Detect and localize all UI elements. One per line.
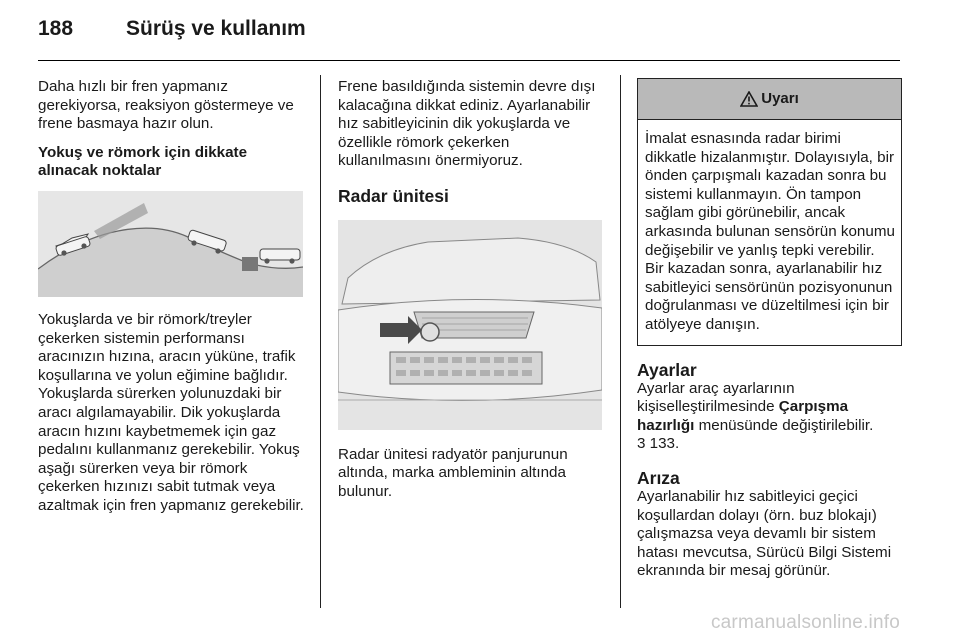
warning-body: İmalat esnasında radar birimi dikkatle hizalanmıştır. Dolayısıyla, bir önden çarpışmalı kazadan sonra bu sistemi kullanmayın. Ön tampon sağlam gibi görünebilir, ancak arkasında bulunan sensörün konumu değişebilir ve yanlış tepki verebilir. Bir kazadan sonra, ayarlanabilir hız sabitleyici sensörünün pozisyonunun doğrulanması ve düzeltilmesi için bir atölyeye danışın. [645, 130, 895, 333]
page-reference: 3 133. [637, 435, 680, 453]
column-left [38, 78, 306, 516]
column-divider-2 [620, 75, 621, 608]
fault-heading: Arıza [637, 467, 680, 488]
collision-prep-menu-label: Çarpışma hazırlığı [637, 398, 849, 434]
section-title: Sürüş ve kullanım [126, 17, 306, 40]
slopes-body-paragraph: Yokuşlarda ve bir römork/treyler çekerken sistemin performansı aracınızın hızına, aracın yüküne, trafik koşullarına ve yolun eğimine bağlıdır. Yokuşlarda sürerken yolunuzdaki bir aracı algılamayabilir. Dik yokuşlarda aracın hızını kaybetmemek için gaz pedalını kullanmanız gerekebilir. Yokuş aşağı sürerken veya bir römork çekerken hızınızı sabit tutmak veya azaltmak için fren yapmanız gerekebilir. [38, 310, 304, 514]
brake-paragraph: Frene basıldığında sistemin devre dışı kalacağına dikkat ediniz. Ayarlanabilir hız sabitleyicinin dik yokuşlarda ve özellikle römork çekerken kullanılmasını önermiyoruz. [338, 78, 596, 170]
radar-unit-heading: Radar ünitesi [338, 185, 449, 206]
watermark: carmanualsonline.info [710, 612, 900, 633]
header-rule [38, 60, 900, 61]
radar-unit-illustration [338, 220, 602, 430]
settings-paragraph [637, 380, 902, 454]
warning-title: Uyarı [761, 89, 799, 107]
warning-header [638, 79, 901, 120]
radar-caption: Radar ünitesi radyatör panjurunun altında, marka ambleminin altında bulunur. [338, 445, 568, 500]
settings-text-post: menüsünde değiştirilebilir. [694, 416, 874, 434]
page-number: 188 [38, 17, 74, 40]
slope-illustration [38, 191, 303, 297]
column-divider-1 [320, 75, 321, 608]
warning-box [637, 78, 902, 346]
page-header [0, 0, 960, 62]
settings-heading: Ayarlar [637, 359, 697, 380]
subheading-slopes-trailer: Yokuş ve römork için dikkate alınacak noktalar [38, 143, 248, 180]
column-middle [338, 78, 606, 501]
intro-paragraph: Daha hızlı bir fren yapmanız gerekiyorsa, reaksiyon göstermeye ve frene basmaya hazır olun. [38, 78, 294, 133]
fault-paragraph: Ayarlanabilir hız sabitleyici geçici koşullardan dolayı (örn. buz blokajı) çalışmazsa veya devamlı bir sistem hatası mevcutsa, Sürücü Bilgi Sistemi ekranında bir mesaj görünür. [637, 487, 892, 580]
column-right [637, 78, 902, 581]
warning-triangle-icon [740, 91, 758, 107]
settings-text-pre: Ayarlar araç ayarlarının kişiselleştirilmesinde [637, 379, 795, 416]
